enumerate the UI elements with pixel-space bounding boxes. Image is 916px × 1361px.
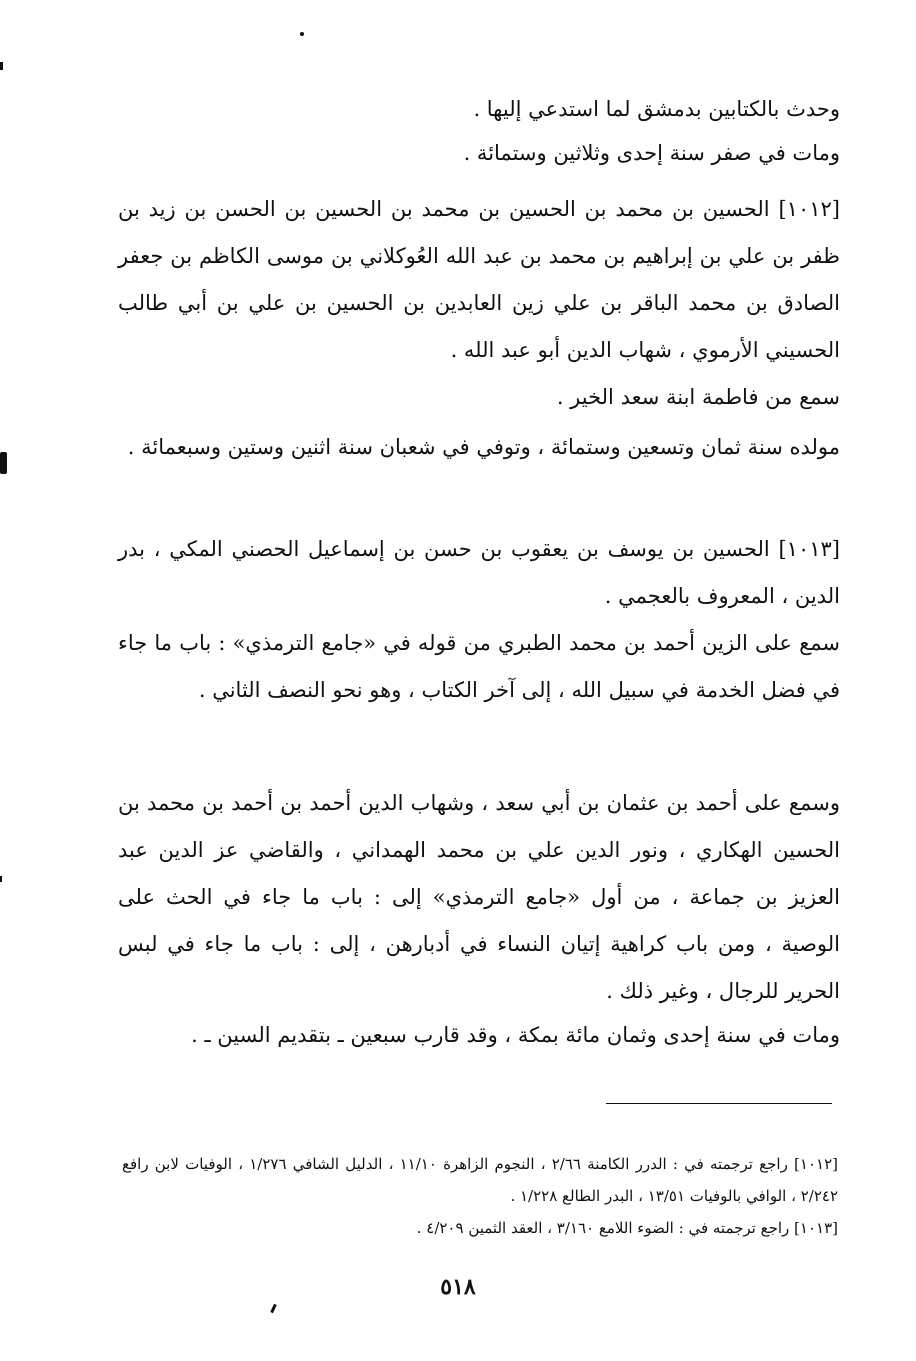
paragraph-entry-1013-death: ومات في سنة إحدى وثمان مائة بمكة ، وقد قارب سبعين ـ بتقديم السين ـ . (191, 1023, 840, 1047)
scan-speck-top (300, 32, 304, 36)
scan-speck-bottom (270, 1304, 277, 1313)
footnote-divider (606, 1103, 832, 1104)
scan-edge-mark-2 (0, 452, 7, 474)
scan-edge-mark-1 (0, 62, 3, 70)
paragraph-entry-1013-heard-2: وسمع على أحمد بن عثمان بن أبي سعد ، وشهاب الدين أحمد بن أحمد بن محمد بن الحسين الهكاري ، ونور الدين علي بن محمد الهمداني ، والقاضي عز الدين عبد العزيز بن جماعة ، من أول «جامع الترمذي» إلى : باب ما جاء في الحث على الوصية ، ومن باب كراهية إتيان النساء في أدبارهن ، إلى : باب ما جاء في لبس الحرير للرجال ، وغير ذلك . (118, 791, 840, 1003)
paragraph-1: وحدث بالكتابين بدمشق لما استدعي إليها . (473, 97, 840, 121)
entry-1013-heading: [١٠١٣] الحسين بن يوسف بن يعقوب بن حسن بن إسماعيل الحصني المكي ، بدر الدين ، المعروف بالعجمي . (118, 537, 840, 608)
paragraph-entry-1012-birth-death: مولده سنة ثمان وتسعين وستمائة ، وتوفي في شعبان سنة اثنين وستين وسبعمائة . (127, 435, 840, 459)
paragraph-entry-1013-heard-1: سمع على الزين أحمد بن محمد الطبري من قوله في «جامع الترمذي» : باب ما جاء في فضل الخدمة في سبيل الله ، إلى آخر الكتاب ، وهو نحو النصف الثاني . (118, 631, 840, 702)
page-number: ٥١٨ (440, 1274, 476, 1300)
footnote-1012: [١٠١٢] راجع ترجمته في : الدرر الكامنة ٢/٦٦ ، النجوم الزاهرة ١١/١٠ ، الدليل الشافي ١/٢٧٦ ، الوفيات لابن رافع ٢/٢٤٢ ، الوافي بالوفيات ١٣/٥١ ، البدر الطالع ١/٢٢٨ . (122, 1155, 838, 1205)
entry-1012-heading: [١٠١٢] الحسين بن محمد بن الحسين بن محمد بن الحسين بن الحسن بن زيد بن ظفر بن علي بن إبراهيم بن محمد بن عبد الله العُوكلاني بن موسى الكاظم بن جعفر الصادق بن محمد الباقر بن علي زين العابدين بن الحسين بن علي بن أبي طالب الحسيني الأرموي ، شهاب الدين أبو عبد الله . (118, 197, 840, 362)
scan-edge-mark-3 (0, 876, 2, 882)
footnote-1013: [١٠١٣] راجع ترجمته في : الضوء اللامع ٣/١٦٠ ، العقد الثمين ٤/٢٠٩ . (416, 1219, 838, 1237)
paragraph-2: ومات في صفر سنة إحدى وثلاثين وستمائة . (463, 141, 840, 165)
paragraph-entry-1012-heard: سمع من فاطمة ابنة سعد الخير . (556, 385, 840, 409)
